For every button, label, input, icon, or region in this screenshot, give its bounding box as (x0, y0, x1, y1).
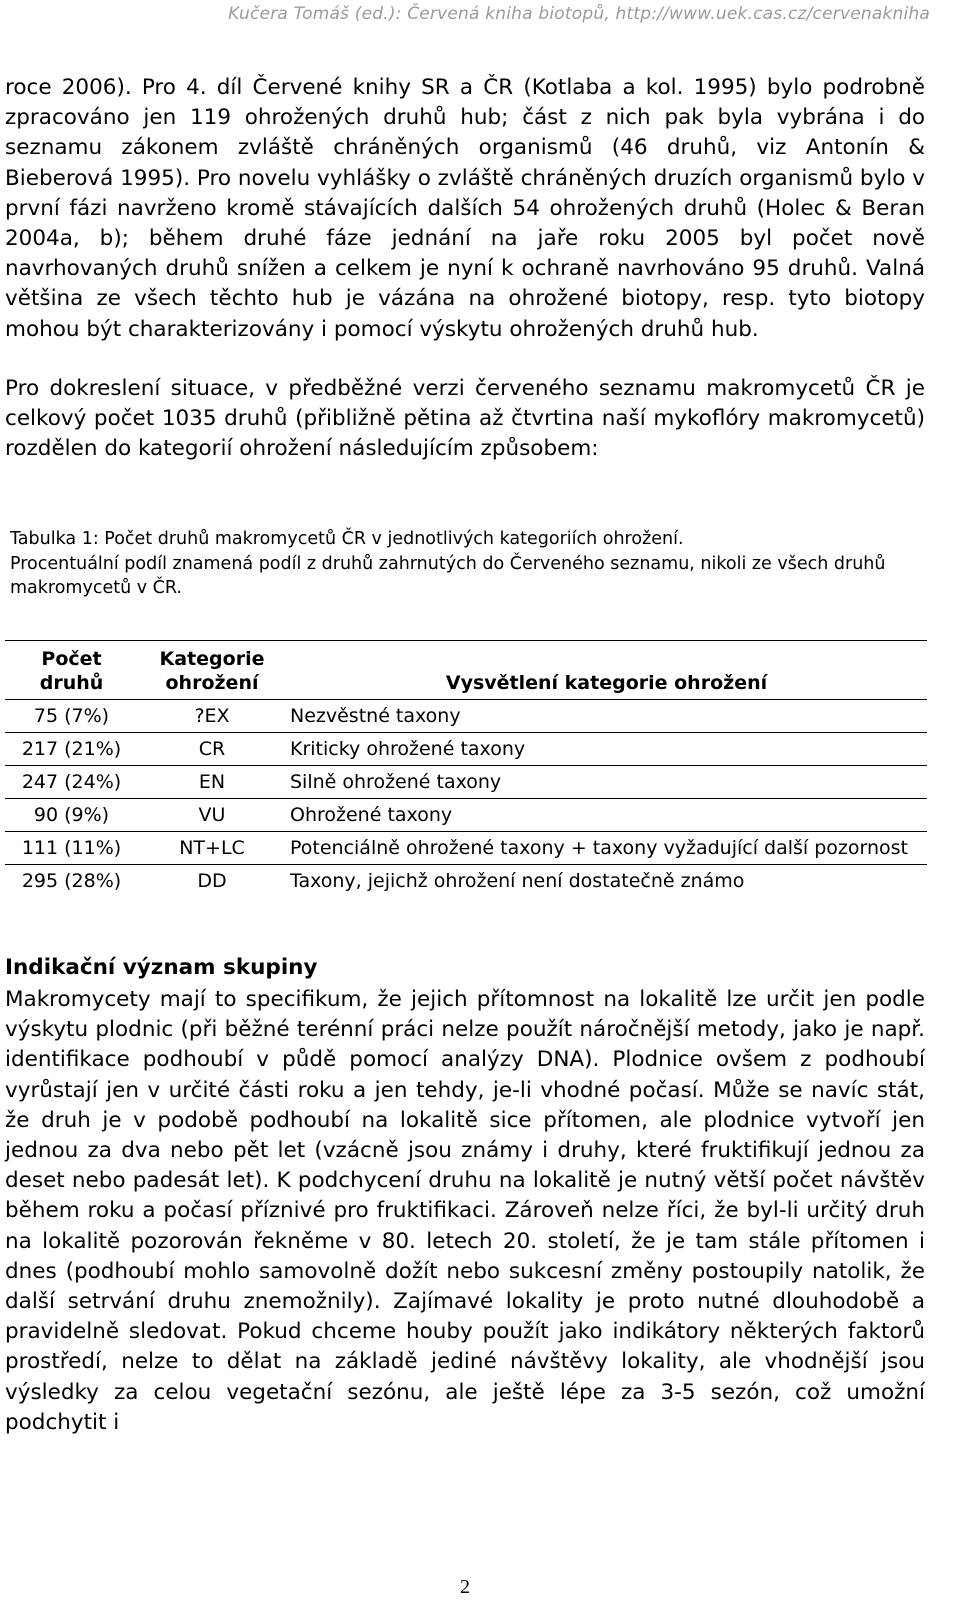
cell-count: 75 (7%) (5, 700, 138, 733)
cell-category: EN (138, 766, 286, 799)
body-paragraph-2: Pro dokreslení situace, v předběžné verzi červeného seznamu makromycetů ČR je celkový počet 1035 druhů (přibližně pětina až čtvrtina naší mykoflóry makromycetů) rozdělen do kategorií ohrožení následujícím způsobem: (5, 376, 925, 462)
table-row (5, 700, 927, 733)
section-title: Indikační význam skupiny (5, 955, 318, 980)
section-paragraph: Makromycety mají to specifikum, že jejich přítomnost na lokalitě lze určit jen podle výskytu plodnic (při běžné terénní práci nelze použít náročnější metody, jako je např. identifikace podhoubí v půdě pomocí analýzy DNA). Plodnice ovšem z podhoubí vyrůstají jen v určité části roku a jen tehdy, je-li vhodné počasí. Může se navíc stát, že druh je v podobě podhoubí na lokalitě sice přítomen, ale plodnice vytvoří jen jednou za dva nebo pět let (vzácně jsou známy i druhy, které fruktifikují jednou za deset nebo padesát let). K podchycení druhu na lokalitě je nutný větší počet návštěv během roku a počasí příznivé pro fruktifikaci. Zároveň nelze říci, že byl-li určitý druh na lokalitě pozorován řekněme v 80. letech 20. století, že je tam stále přítomen i dnes (podhoubí mohlo samovolně dožít nebo sukcesní změny postoupily natolik, že další setrvání druhu znemožnily). Zajímavé lokality je proto nutné dlouhodobě a pravidelně sledovat. Pokud chceme houby použít jako indikátory některých faktorů prostředí, nelze to dělat na základě jediné návštěvy lokality, ale vhodnější jsou výsledky za celou vegetační sezónu, ale ještě lépe za 3-5 sezón, což umožní podchytit i (5, 987, 925, 1435)
cell-description: Nezvěstné taxony (286, 700, 927, 733)
page-number: 2 (460, 1576, 470, 1598)
cell-category: VU (138, 799, 286, 832)
header-category: Kategorie ohrožení (138, 641, 286, 700)
header-count: Počet druhů (5, 641, 138, 700)
page-header-citation: Kučera Tomáš (ed.): Červená kniha biotopů, http://www.uek.cas.cz/cervenakniha (228, 4, 930, 24)
cell-description: Silně ohrožené taxony (286, 766, 927, 799)
cell-category: CR (138, 733, 286, 766)
table-row (5, 832, 927, 865)
cell-description: Taxony, jejichž ohrožení není dostatečně známo (290, 870, 745, 892)
header-description: Vysvětlení kategorie ohrožení (286, 641, 927, 700)
cell-count: 217 (21%) (5, 733, 138, 766)
cell-category: ?EX (138, 700, 286, 733)
body-paragraph-1: roce 2006). Pro 4. díl Červené knihy SR a ČR (Kotlaba a kol. 1995) bylo podrobně zpracováno jen 119 ohrožených druhů hub; část z nich pak byla vybrána i do seznamu zákonem zvláště chráněných organismů (46 druhů, viz Antonín & Bieberová 1995). Pro novelu vyhlášky o zvláště chráněných druzích organismů bylo v první fázi navrženo kromě stávajících dalších 54 ohrožených druhů (Holec & Beran 2004a, b); během druhé fáze jednání na jaře roku 2005 byl počet nově navrhovaných druhů snížen a celkem je nyní k ochraně navrhováno 95 druhů. Valná většina ze všech těchto hub je vázána na ohrožené biotopy, resp. tyto biotopy mohou být charakterizovány i pomocí výskytu ohrožených druhů hub. (5, 75, 925, 342)
cell-count: 111 (11%) (5, 832, 138, 865)
table-caption-line-1: Tabulka 1: Počet druhů makromycetů ČR v jednotlivých kategoriích ohrožení. (10, 529, 684, 549)
table-caption-line-2: Procentuální podíl znamená podíl z druhů zahrnutých do Červeného seznamu, nikoli ze všech druhů makromycetů v ČR. (10, 553, 886, 598)
table-row (5, 865, 927, 898)
cell-description: Kriticky ohrožené taxony (286, 733, 927, 766)
table-row (5, 799, 927, 832)
cell-description: Potenciálně ohrožené taxony + taxony vyžadující další pozornost (286, 832, 927, 865)
cell-category: DD (197, 870, 227, 892)
table-caption (10, 527, 920, 601)
cell-count: 295 (28%) (21, 870, 122, 892)
threat-categories-table (5, 640, 927, 897)
table-header-row (5, 641, 927, 700)
cell-description: Ohrožené taxony (286, 799, 927, 832)
table-row (5, 733, 927, 766)
table-row (5, 766, 927, 799)
cell-count: 90 (9%) (5, 799, 138, 832)
cell-category: NT+LC (138, 832, 286, 865)
cell-count: 247 (24%) (5, 766, 138, 799)
